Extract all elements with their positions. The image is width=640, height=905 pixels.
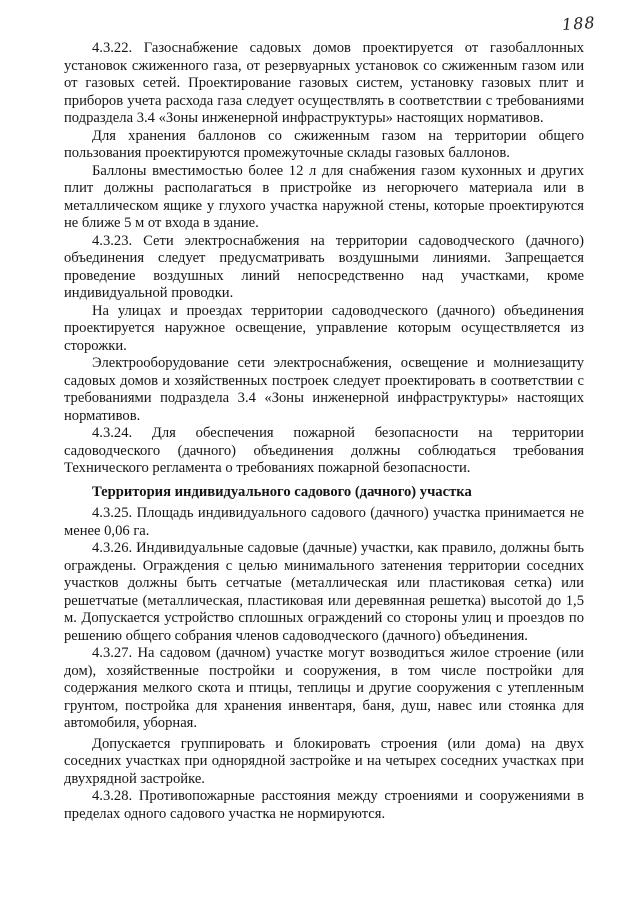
section-heading: Территория индивидуального садового (дачного) участка bbox=[92, 483, 472, 500]
paragraph-gas-cylinders: Баллоны вместимостью более 12 л для снабжения газом кухонных и других плит должны располагаться в пристройке из негорючего материала или в металлическом ящике у глухого участка наружной стены, которые проектируются не ближе 5 м от входа в здание. bbox=[64, 162, 584, 231]
paragraph-4-3-27: 4.3.27. На садовом (дачном) участке могут возводиться жилое строение (или дом), хозяйственные постройки и сооружения, в том числе постройки для содержания мелкого скота и птицы, теплицы и другие сооружения с утепленным грунтом, постройка для хранения инвентаря, баня, душ, навес или стоянка для автомобиля, уборная. bbox=[64, 645, 584, 731]
document-body bbox=[64, 40, 584, 823]
paragraph-street-lighting: На улицах и проездах территории садоводческого (дачного) объединения проектируется наружное освещение, управление которым осуществляется из сторожки. bbox=[64, 302, 584, 354]
paragraph-4-3-24: 4.3.24. Для обеспечения пожарной безопасности на территории садоводческого (дачного) объединения должны соблюдаться требования Технического регламента о требованиях пожарной безопасности. bbox=[64, 425, 584, 476]
paragraph-4-3-28: 4.3.28. Противопожарные расстояния между строениями и сооружениями в пределах одного садового участка не нормируются. bbox=[64, 788, 584, 822]
paragraph-grouping: Допускается группировать и блокировать строения (или дома) на двух соседних участках при однорядной застройке и на четырех соседних участках при двухрядной застройке. bbox=[64, 735, 584, 787]
paragraph-gas-storage: Для хранения баллонов со сжиженным газом на территории общего пользования проектируются промежуточные склады газовых баллонов. bbox=[64, 127, 584, 161]
paragraph-4-3-25: 4.3.25. Площадь индивидуального садового (дачного) участка принимается не менее 0,06 га. bbox=[64, 505, 584, 539]
page-number: 188 bbox=[561, 12, 597, 35]
paragraph-4-3-23: 4.3.23. Сети электроснабжения на территории садоводческого (дачного) объединения следует предусматривать воздушными линиями. Запрещается проведение воздушных линий непосредственно над участками, кроме индивидуальной проводки. bbox=[64, 232, 584, 301]
paragraph-4-3-22: 4.3.22. Газоснабжение садовых домов проектируется от газобаллонных установок сжиженного газа, от резервуарных установок со сжиженным газом или от газовых сетей. Проектирование газовых систем, установку газовых плит и приборов учета расхода газа следует осуществлять в соответствии с требованиями подраздела 3.4 «Зоны инженерной инфраструктуры» настоящих нормативов. bbox=[64, 40, 584, 126]
paragraph-4-3-26: 4.3.26. Индивидуальные садовые (дачные) участки, как правило, должны быть ограждены. Ограждения с целью минимального затенения территории соседних участков должны быть сетчатые (металлическая или пластиковая сетка) или решетчатые (металлическая, пластиковая или деревянная решетка) высотой до 1,5 м. Допускается устройство сплошных ограждений со стороны улиц и проездов по решению общего собрания членов садоводческого (дачного) объединения. bbox=[64, 540, 584, 644]
paragraph-electrical-equipment: Электрооборудование сети электроснабжения, освещение и молниезащиту садовых домов и хозяйственных построек следует проектировать в соответствии с требованиями подраздела 3.4 «Зоны инженерной инфраструктуры» настоящих нормативов. bbox=[64, 355, 584, 424]
